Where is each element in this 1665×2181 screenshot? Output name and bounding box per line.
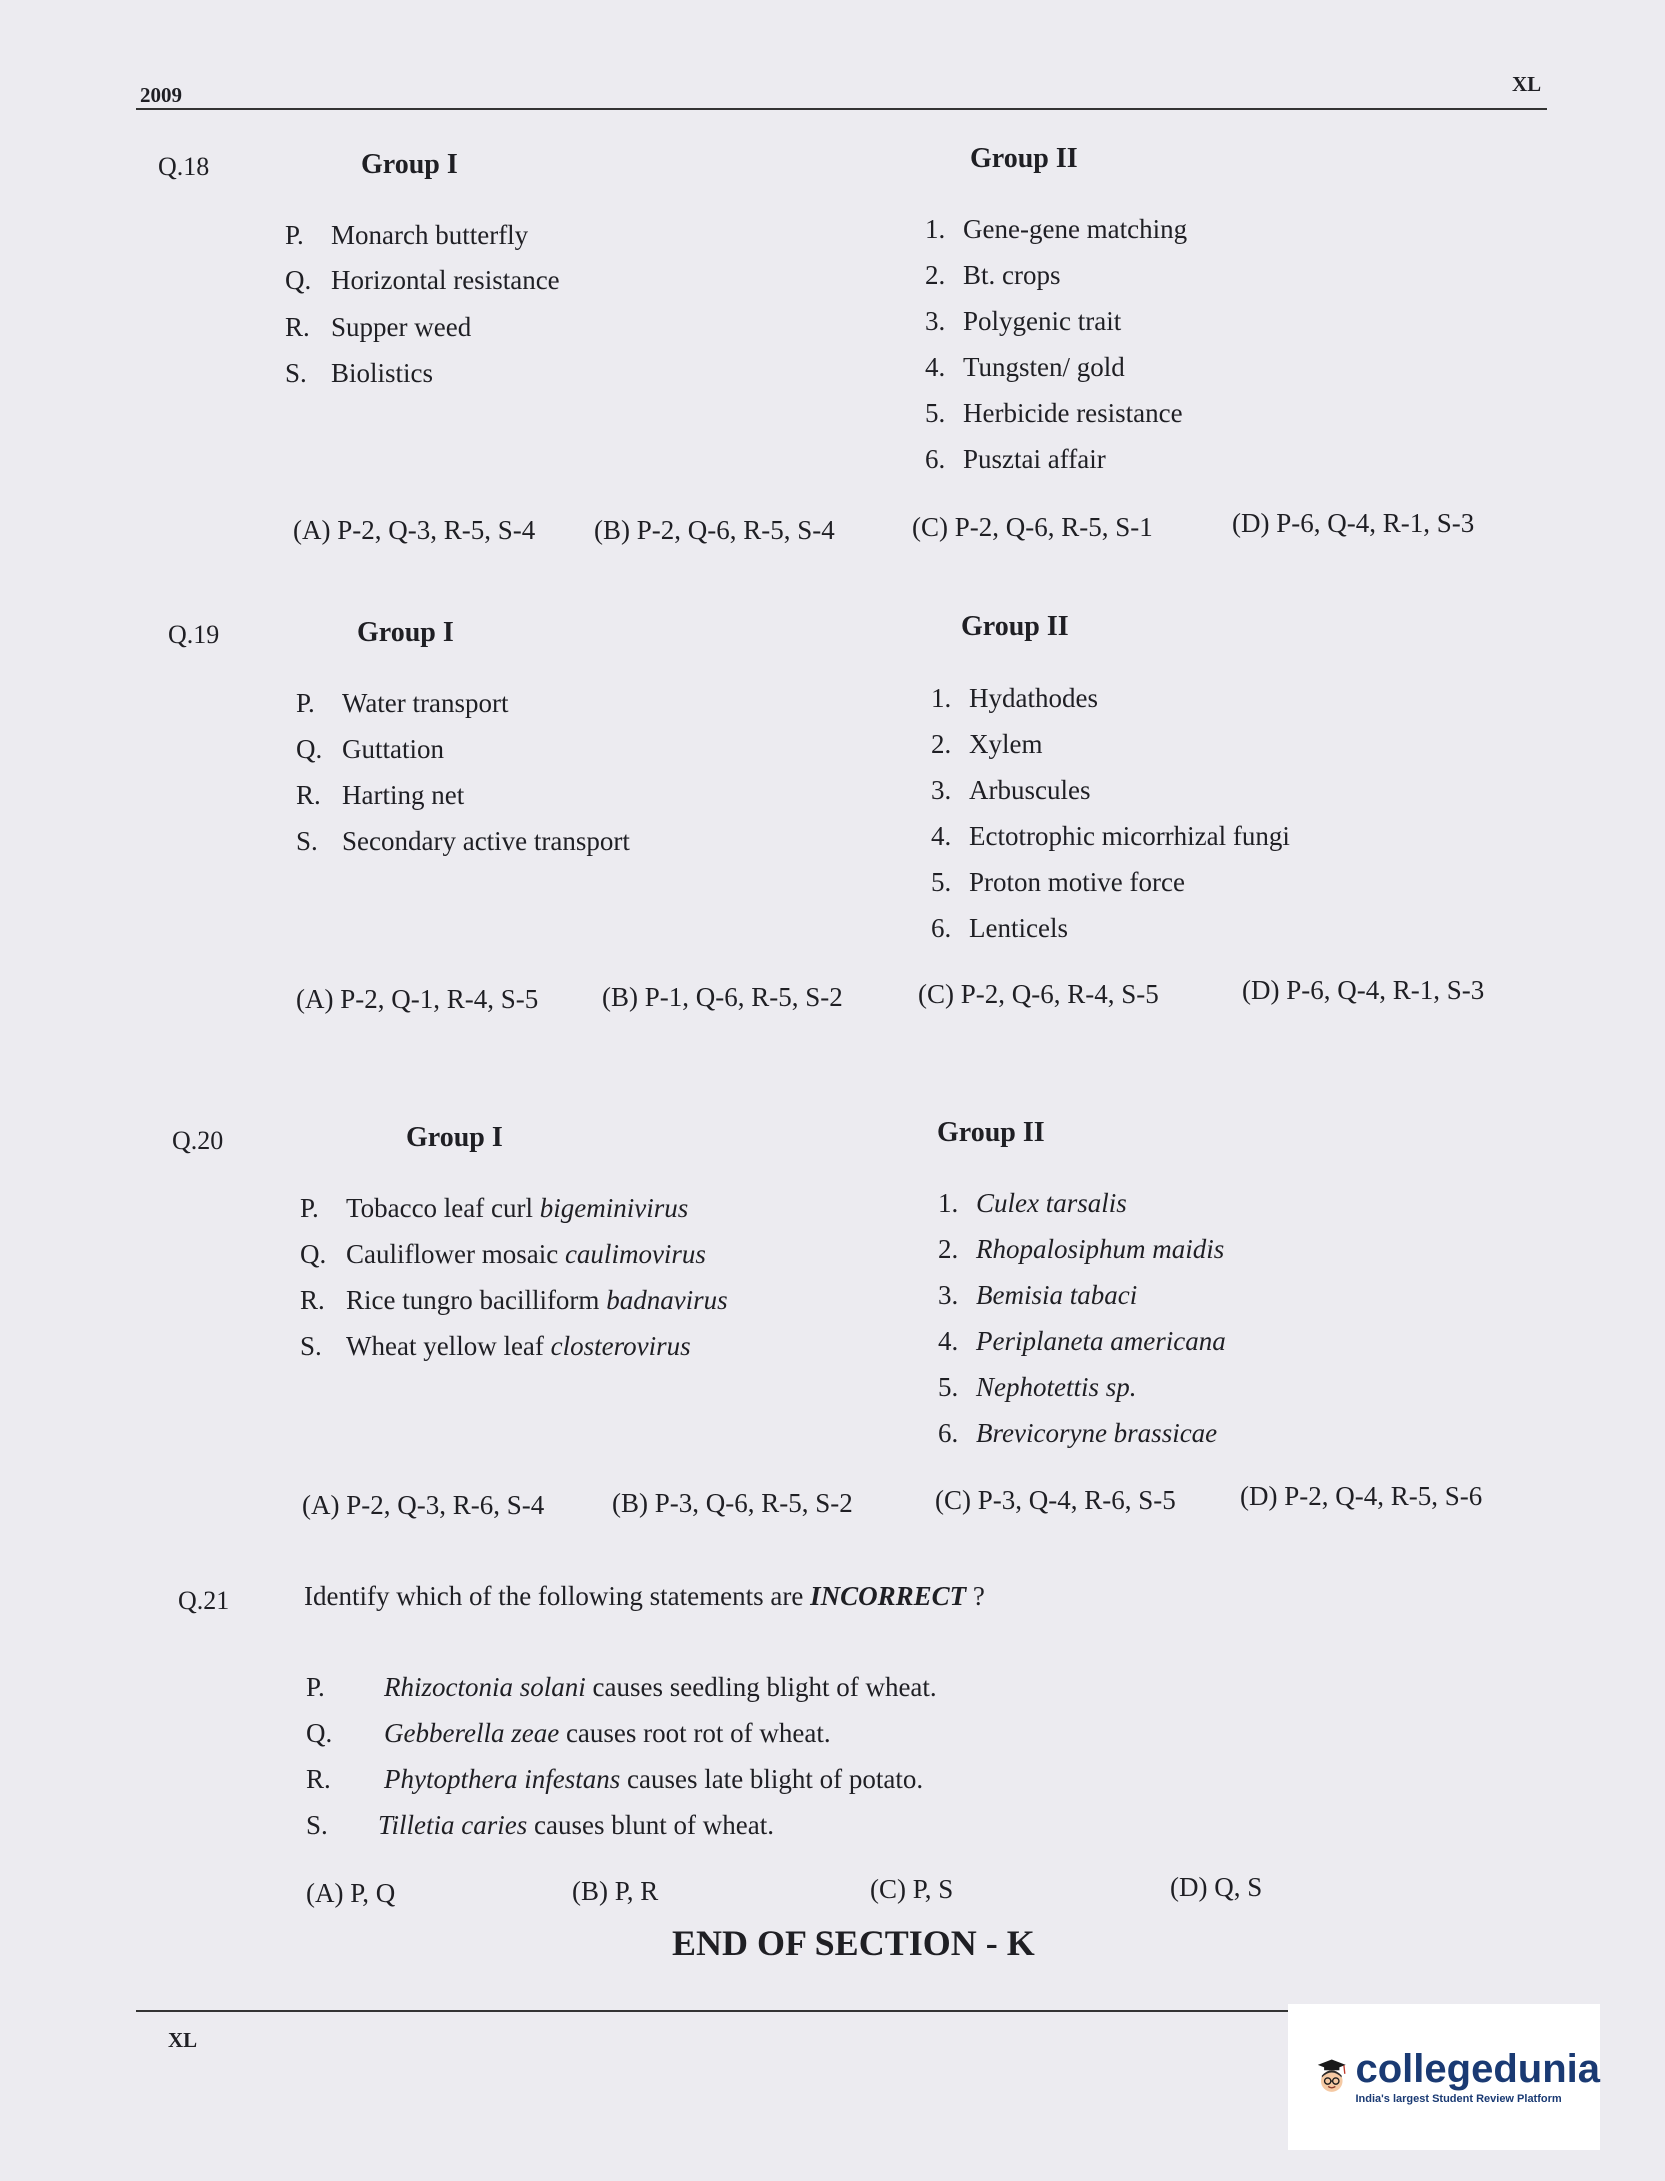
group1-item: S. Wheat yellow leaf closterovirus	[300, 1331, 691, 1361]
group1-item: R. Supper weed	[285, 312, 472, 342]
answer-option: (C) P-2, Q-6, R-4, S-5	[918, 979, 1159, 1009]
group2-item: 4. Ectotrophic micorrhizal fungi	[931, 821, 1290, 851]
statement-item: S. Tilletia caries causes blunt of wheat.	[306, 1810, 774, 1840]
header-rule	[136, 108, 1547, 110]
statement-item: Q. Gebberella zeae causes root rot of wheat.	[306, 1718, 831, 1748]
question-number: Q.18	[158, 152, 210, 181]
group2-item: 4. Periplaneta americana	[938, 1326, 1226, 1356]
statement-item: P. Rhizoctonia solani causes seedling blight of wheat.	[306, 1672, 937, 1702]
group1-item: S. Biolistics	[285, 358, 434, 388]
answer-option: (D) P-6, Q-4, R-1, S-3	[1242, 975, 1485, 1005]
group1-item: R. Harting net	[296, 780, 465, 810]
question-number: Q.21	[178, 1586, 230, 1615]
group1-title: Group I	[406, 1122, 503, 1153]
group2-title: Group II	[970, 143, 1078, 174]
question-number: Q.19	[168, 620, 220, 649]
answer-option: (C) P, S	[870, 1874, 954, 1904]
answer-option: (D) Q, S	[1170, 1872, 1263, 1902]
answer-option: (B) P-1, Q-6, R-5, S-2	[602, 982, 843, 1012]
answer-option: (A) P-2, Q-1, R-4, S-5	[296, 984, 539, 1014]
group1-item: Q. Horizontal resistance	[285, 265, 560, 295]
group1-item: R. Rice tungro bacilliform badnavirus	[300, 1285, 728, 1315]
answer-option: (C) P-3, Q-4, R-6, S-5	[935, 1485, 1176, 1515]
group1-title: Group I	[357, 617, 454, 648]
student-mascot-icon	[1316, 2034, 1348, 2120]
group2-item: 6. Pusztai affair	[925, 444, 1106, 474]
answer-option: (B) P-2, Q-6, R-5, S-4	[594, 515, 835, 545]
question-number: Q.20	[172, 1126, 224, 1155]
answer-option: (D) P-6, Q-4, R-1, S-3	[1232, 508, 1475, 538]
question-stem: Identify which of the following statements are INCORRECT ?	[304, 1581, 985, 1611]
answer-option: (A) P, Q	[306, 1878, 396, 1908]
footer-rule	[136, 2010, 1320, 2012]
header-year: 2009	[140, 83, 182, 107]
group1-item: P. Water transport	[296, 688, 509, 718]
group2-item: 3. Arbuscules	[931, 775, 1091, 805]
group2-item: 6. Lenticels	[931, 913, 1068, 943]
header-code: XL	[1512, 72, 1542, 96]
footer-code: XL	[168, 2028, 198, 2052]
group2-item: 1. Culex tarsalis	[938, 1188, 1127, 1218]
answer-option: (D) P-2, Q-4, R-5, S-6	[1240, 1481, 1483, 1511]
group1-item: Q. Cauliflower mosaic caulimovirus	[300, 1239, 706, 1269]
answer-option: (A) P-2, Q-3, R-6, S-4	[302, 1490, 545, 1520]
group1-item: P. Tobacco leaf curl bigeminivirus	[300, 1193, 689, 1223]
group2-title: Group II	[937, 1117, 1045, 1148]
group2-item: 3. Bemisia tabaci	[938, 1280, 1138, 1310]
answer-option: (C) P-2, Q-6, R-5, S-1	[912, 512, 1153, 542]
group1-item: Q. Guttation	[296, 734, 444, 764]
logo-brand: collegedunia	[1355, 2047, 1600, 2091]
group2-item: 5. Nephotettis sp.	[938, 1372, 1137, 1402]
group2-item: 2. Rhopalosiphum maidis	[938, 1234, 1225, 1264]
logo-tagline: India's largest Student Review Platform	[1355, 2093, 1562, 2105]
group1-title: Group I	[361, 149, 458, 180]
group2-item: 3. Polygenic trait	[925, 306, 1122, 336]
group2-title: Group II	[961, 611, 1069, 642]
group2-item: 5. Proton motive force	[931, 867, 1185, 897]
end-of-section: END OF SECTION - K	[672, 1923, 1035, 1963]
collegedunia-logo	[1288, 2004, 1600, 2150]
group1-item: P. Monarch butterfly	[285, 220, 529, 250]
answer-option: (A) P-2, Q-3, R-5, S-4	[293, 515, 536, 545]
answer-option: (B) P-3, Q-6, R-5, S-2	[612, 1488, 853, 1518]
group2-item: 1. Gene-gene matching	[925, 214, 1188, 244]
group2-item: 2. Bt. crops	[925, 260, 1061, 290]
group2-item: 6. Brevicoryne brassicae	[938, 1418, 1218, 1448]
statement-item: R. Phytopthera infestans causes late blight of potato.	[306, 1764, 924, 1794]
group2-item: 1. Hydathodes	[931, 683, 1098, 713]
group2-item: 5. Herbicide resistance	[925, 398, 1183, 428]
group2-item: 4. Tungsten/ gold	[925, 352, 1125, 382]
group2-item: 2. Xylem	[931, 729, 1043, 759]
answer-option: (B) P, R	[572, 1876, 659, 1906]
group1-item: S. Secondary active transport	[296, 826, 630, 856]
